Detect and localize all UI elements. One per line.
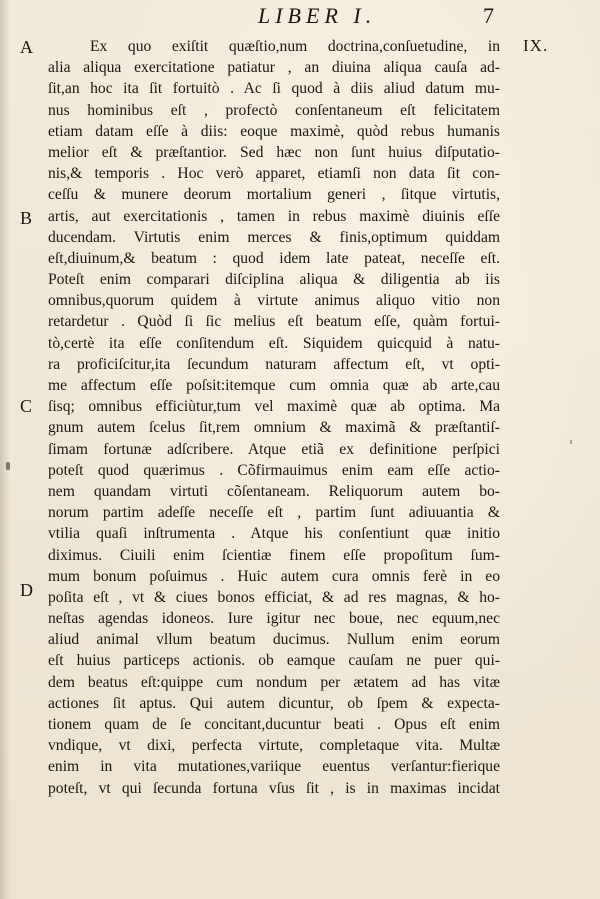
text-line: vtilia quaſi inſtrumenta . Atque his conſentiunt quæ initio bbox=[48, 525, 500, 543]
text-line: mum bonum poſuimus . Huic autem cura omnis ferè in eo bbox=[48, 567, 500, 585]
text-line: dem beatus eſt:quippe cum nondum per ætatem ad has vitæ bbox=[48, 673, 500, 691]
text-line: nem quandam virtuti cõſentaneam. Reliquorum autem bo- bbox=[48, 482, 500, 500]
text-line: etiam datam eſſe à diis: eoque maximè, quòd rebus humanis bbox=[48, 122, 500, 140]
text-line: ceſſu & munere deorum mortalium generi , ſitque virtutis, bbox=[48, 186, 500, 204]
body-text bbox=[48, 36, 500, 799]
text-line: retardetur . Quòd ſi ſic melius eſt beatum eſſe, quàm fortui- bbox=[48, 313, 500, 331]
page-number: 7 bbox=[483, 3, 494, 28]
chapter-number: IX. bbox=[523, 36, 549, 55]
text-line: Ex quo exiſtit quæſtio,num doctrina,conſuetudine, in bbox=[90, 38, 500, 55]
text-line: diximus. Ciuili enim ſcientiæ finem eſſe propoſitum ſum- bbox=[48, 546, 500, 564]
text-line: alia aliqua exercitatione patiatur , an diuina aliqua cauſa ad- bbox=[48, 59, 500, 77]
text-line: tò,certè ita eſſe conſitendum eſt. Siquidem quicquid à natu- bbox=[48, 334, 500, 352]
margin-letter-d: D bbox=[20, 580, 33, 600]
ink-speck bbox=[6, 462, 10, 470]
text-line: nis,& temporis . Hoc verò apparet, etiamſi non data ſit con- bbox=[48, 165, 500, 183]
paper-speck bbox=[570, 440, 572, 444]
text-line: aliud animal vllum beatum ducimus. Nullum enim eorum bbox=[48, 631, 500, 649]
text-line: poteſt quod quærimus . Cõfirmauimus enim eam eſſe actio- bbox=[48, 461, 500, 479]
margin-letter-c: C bbox=[20, 396, 33, 416]
text-line: me affectum eſſe poſsit:itemque cum omnia quæ ab arte,cau bbox=[48, 377, 500, 394]
margin-letter-a: A bbox=[20, 37, 33, 57]
text-line: artis, aut exercitationis , tamen in rebus maximè diuinis eſſe bbox=[48, 207, 500, 225]
text-line: ducendam. Virtutis enim merces & finis,optimum quiddam bbox=[48, 228, 500, 246]
text-line: eſt,diuinum,& beatum : quod idem late pateat, neceſſe eſt. bbox=[48, 249, 500, 267]
page-gutter-shadow bbox=[0, 0, 10, 899]
running-head: LIBER I. bbox=[258, 3, 377, 28]
text-line: vndique, vt dixi, perfecta virtute, completaque vita. Multæ bbox=[48, 737, 500, 755]
text-line: eſt huius particeps actionis. ob eamque cauſam ne puer qui- bbox=[48, 652, 500, 670]
text-line: Poteſt enim comparari diſciplina aliqua & diligentia ab iis bbox=[48, 271, 500, 289]
text-line: poteſt, vt qui ſecunda fortuna vſus ſit , is in maximas incidat bbox=[48, 779, 500, 797]
text-line: neſtas agendas idoneos. Iure igitur nec boue, nec equum,nec bbox=[48, 610, 500, 628]
text-line: norum partim adeſſe neceſſe eſt , partim ſunt adiuuantia & bbox=[48, 504, 500, 522]
text-line: actiones ſit aptus. Qui autem dicuntur, ob ſpem & expecta- bbox=[48, 694, 500, 712]
text-line: ſisq; omnibus efficiùtur,tum vel maximè quæ ab optima. Ma bbox=[48, 398, 500, 416]
text-line: nus hominibus eſt , profectò conſentaneum eſt felicitatem bbox=[48, 101, 500, 119]
text-line: melior eſt & præſtantior. Sed hæc non ſunt huius diſputatio- bbox=[48, 143, 500, 161]
text-line: ſit,an hoc ita ſit fortuitò . Ac ſi quod à diis aliud datum mu- bbox=[48, 80, 500, 98]
text-line: gnum autem ſcelus ſit,rem omnium & maximã & præſtantiſ- bbox=[48, 419, 500, 437]
margin-letter-b: B bbox=[20, 208, 33, 228]
text-line: ſimam fortunæ adſcribere. Atque etiã ex definitione perſpici bbox=[48, 440, 500, 458]
text-line: omnibus,quorum quidem à virtute animus aliquo vitio non bbox=[48, 292, 500, 310]
text-line: enim in vita mutationes,variique euentus verſantur:fieriquе bbox=[48, 758, 500, 776]
text-line: ra proficiſcitur,ita ſecundum naturam affectum eſt, vt opti- bbox=[48, 355, 500, 373]
text-line: tionem quam de ſe concitant,ducuntur beati . Opus eſt enim bbox=[48, 716, 500, 733]
text-line: poſita eſt , vt & ciues bonos efficiat, & ad res magnas, & ho- bbox=[48, 588, 500, 606]
